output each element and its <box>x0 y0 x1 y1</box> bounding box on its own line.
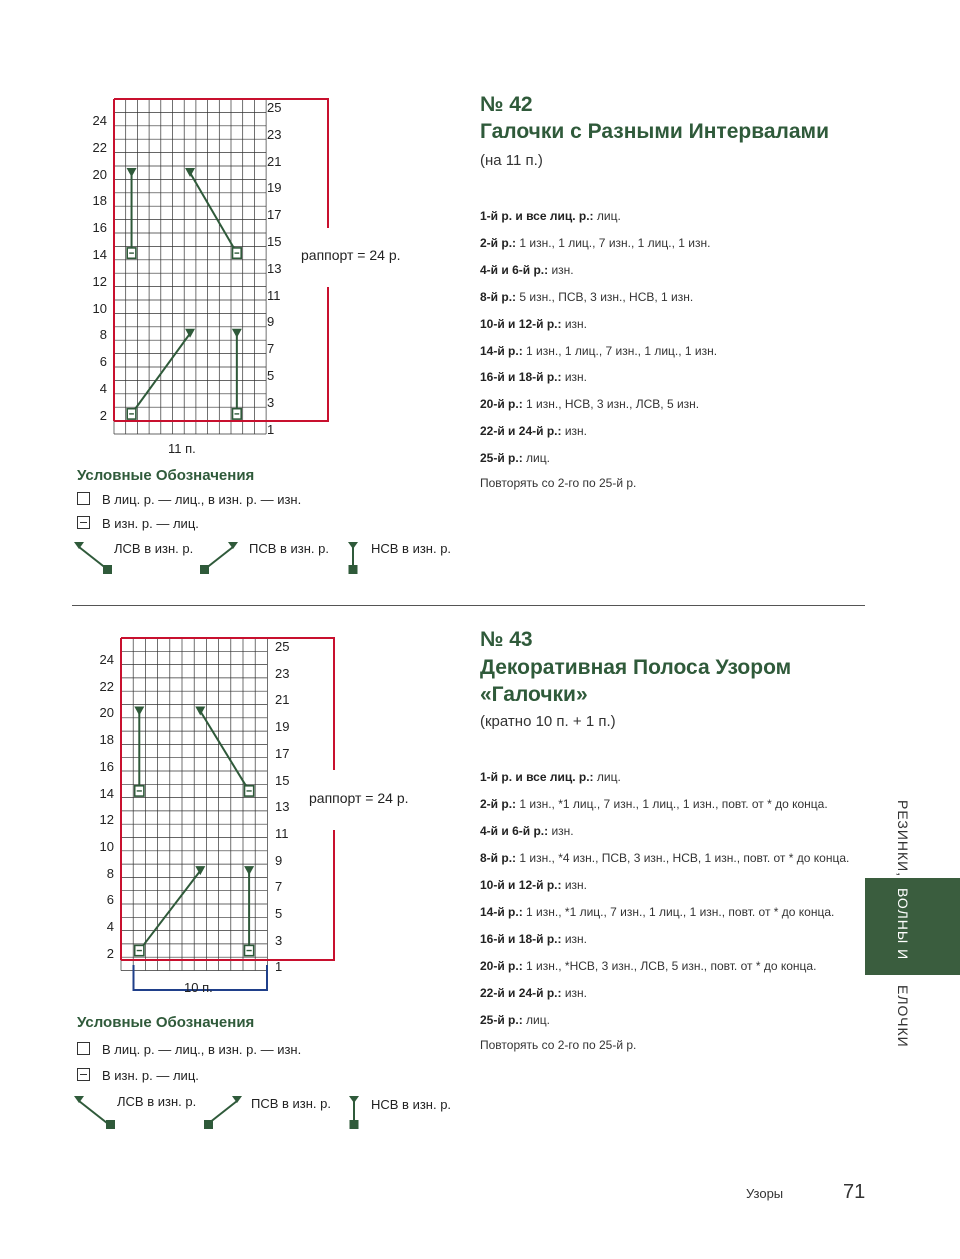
instruction-label: 4-й и 6-й р.: <box>480 824 549 838</box>
instruction-text: изн. <box>561 316 587 331</box>
instruction-row <box>480 316 587 332</box>
instruction-label: 10-й и 12-й р.: <box>480 878 562 892</box>
instruction-text: 1 изн., 1 лиц., 7 изн., 1 лиц., 1 изн. <box>516 235 711 250</box>
rapport-bracket-top <box>114 99 328 228</box>
row-number: 1 <box>267 421 275 437</box>
instruction-label: 8-й р.: <box>480 851 517 865</box>
cable-top-marker <box>195 707 205 716</box>
row-number: 10 <box>92 300 107 316</box>
row-number: 11 <box>275 825 289 841</box>
rapport-bracket-top <box>121 638 334 770</box>
side-tab-text-2: ВОЛНЫ И <box>895 888 911 961</box>
instruction-text: лиц. <box>593 209 621 223</box>
chart-43-rapport-label: раппорт = 24 р. <box>309 790 409 806</box>
instruction-text: 1 изн., НСВ, 3 изн., ЛСВ, 5 изн. <box>522 397 700 412</box>
instruction-row <box>480 769 621 785</box>
row-number: 12 <box>92 273 107 289</box>
row-number: 8 <box>106 865 114 881</box>
pattern-42-subtitle: (на 11 п.) <box>480 152 543 169</box>
instruction-row <box>480 877 587 893</box>
instruction-row <box>480 235 710 251</box>
row-number: 3 <box>267 394 275 410</box>
legend-43-purl: В изн. р. — лиц. <box>77 1068 199 1083</box>
instruction-label: 2-й р.: <box>480 235 517 250</box>
instruction-row <box>480 262 574 278</box>
row-number: 25 <box>267 100 282 115</box>
purl-stitch-mark <box>245 786 254 796</box>
legend-42-nsv: НСВ в изн. р. <box>371 541 452 556</box>
section-divider <box>72 605 865 606</box>
cable-line <box>139 871 200 951</box>
pattern-43-title-line1: Декоративная Полоса Узором <box>480 656 792 679</box>
legend-42-psv: ПСВ в изн. р. <box>249 541 329 556</box>
legend-43-psv: ПСВ в изн. р. <box>251 1096 331 1111</box>
left-slant-icon <box>74 1096 115 1129</box>
instruction-label: 4-й и 6-й р.: <box>480 262 549 277</box>
legend-42-title: Условные Обозначения <box>77 467 255 484</box>
row-number: 22 <box>99 678 114 694</box>
instruction-label: 16-й и 18-й р.: <box>480 932 562 946</box>
empty-square-icon <box>77 492 90 505</box>
instruction-row <box>480 904 834 920</box>
instruction-row <box>480 931 587 947</box>
row-number: 18 <box>99 732 114 748</box>
row-number: 23 <box>267 126 282 142</box>
pattern-42-title: Галочки с Разными Интервалами <box>480 120 829 143</box>
instruction-row <box>480 423 587 439</box>
instruction-label: 1-й р. и все лиц. р.: <box>480 209 594 223</box>
minus-square-icon <box>77 1068 90 1081</box>
rapport-bracket-bottom <box>121 830 334 960</box>
row-number: 13 <box>267 260 282 276</box>
row-number: 10 <box>99 838 114 854</box>
cable-top-marker <box>232 329 242 338</box>
instruction-row <box>480 850 849 866</box>
chart-grid <box>114 99 266 434</box>
chart-42-stitch-count: 11 п. <box>168 441 196 456</box>
instruction-label: 22-й и 24-й р.: <box>480 424 562 439</box>
instruction-row <box>480 396 699 412</box>
instruction-row <box>480 343 717 359</box>
instruction-label: 25-й р.: <box>480 451 523 466</box>
minus-square-icon <box>77 516 90 529</box>
instruction-label: 14-й р.: <box>480 343 523 358</box>
instruction-label: 8-й р.: <box>480 289 517 304</box>
row-number: 9 <box>267 314 275 330</box>
row-number: 18 <box>92 193 107 209</box>
cable-line <box>190 173 237 253</box>
vertical-icon <box>348 542 358 574</box>
instruction-text: 5 изн., ПСВ, 3 изн., НСВ, 1 изн. <box>516 289 694 304</box>
row-number: 2 <box>99 407 107 423</box>
legend-42-lsv: ЛСВ в изн. р. <box>114 541 194 556</box>
instruction-row <box>480 796 828 812</box>
pattern-43-title-line2: «Галочки» <box>480 683 588 706</box>
row-number: 2 <box>106 945 114 961</box>
right-slant-icon <box>204 1096 242 1129</box>
row-number: 14 <box>92 247 107 262</box>
instruction-label: 16-й и 18-й р.: <box>480 370 562 385</box>
row-number: 21 <box>267 153 282 169</box>
instruction-text: 1 изн., *НСВ, 3 изн., ЛСВ, 5 изн., повт. от * до конца. <box>522 959 817 973</box>
pattern-43-number: № 43 <box>480 628 533 651</box>
instruction-text: 1 изн., *1 лиц., 7 изн., 1 лиц., 1 изн., повт. от * до конца. <box>516 797 828 811</box>
instruction-label: 20-й р.: <box>480 397 523 412</box>
row-number: 12 <box>99 812 114 828</box>
pattern-43-subtitle: (кратно 10 п. + 1 п.) <box>480 713 616 730</box>
row-number: 4 <box>99 381 107 396</box>
cable-top-marker <box>185 168 195 177</box>
rapport-bracket-bottom <box>114 287 328 421</box>
row-number: 8 <box>99 327 107 343</box>
pattern-43-repeat-note: Повторять со 2-го по 25-й р. <box>480 1038 637 1052</box>
row-number: 25 <box>275 639 290 654</box>
legend-43-lsv: ЛСВ в изн. р. <box>117 1094 197 1109</box>
cable-top-marker <box>244 866 254 875</box>
side-tab-text-3: ЕЛОЧКИ <box>895 985 911 1048</box>
instruction-text: изн. <box>561 986 587 1000</box>
row-number: 9 <box>275 852 283 868</box>
instruction-text: изн. <box>561 932 587 946</box>
row-number: 17 <box>267 207 282 223</box>
row-number: 19 <box>267 180 282 196</box>
instruction-label: 1-й р. и все лиц. р.: <box>480 770 594 784</box>
legend-42-purl: В изн. р. — лиц. <box>77 516 199 531</box>
chart-43-stitch-count: 10 п. <box>184 980 213 995</box>
instruction-label: 14-й р.: <box>480 905 523 919</box>
empty-square-icon <box>77 1042 90 1055</box>
row-number: 11 <box>267 287 281 303</box>
instruction-label: 22-й и 24-й р.: <box>480 986 562 1000</box>
instruction-text: лиц. <box>522 1013 550 1027</box>
instruction-text: 1 изн., *4 изн., ПСВ, 3 изн., НСВ, 1 изн., повт. от * до конца. <box>516 851 850 865</box>
row-number: 16 <box>99 758 114 774</box>
instruction-text: изн. <box>561 424 587 439</box>
instruction-text: лиц. <box>522 451 550 466</box>
row-number: 14 <box>99 785 114 801</box>
row-number: 23 <box>275 665 290 681</box>
instruction-label: 25-й р.: <box>480 1013 523 1027</box>
cable-top-marker <box>134 707 144 716</box>
instruction-row <box>480 450 550 466</box>
side-tab-text-1: РЕЗИНКИ, <box>895 800 911 878</box>
cable-line <box>200 711 249 791</box>
row-number: 17 <box>275 745 290 761</box>
instruction-label: 10-й и 12-й р.: <box>480 316 562 331</box>
row-number: 5 <box>275 906 283 921</box>
row-number: 3 <box>275 932 283 948</box>
purl-stitch-mark <box>245 945 254 955</box>
instruction-text: лиц. <box>593 770 621 784</box>
instruction-label: 2-й р.: <box>480 797 517 811</box>
legend-43-nsv: НСВ в изн. р. <box>371 1097 452 1112</box>
legend-43-knit: В лиц. р. — лиц., в изн. р. — изн. <box>77 1042 301 1057</box>
purl-stitch-mark <box>135 786 144 796</box>
right-slant-icon <box>200 542 238 574</box>
instruction-row <box>480 1012 550 1028</box>
row-number: 15 <box>267 234 282 249</box>
chart-grid <box>121 638 267 971</box>
instruction-text: изн. <box>561 370 587 385</box>
instruction-text: 1 изн., 1 лиц., 7 изн., 1 лиц., 1 изн. <box>522 343 718 358</box>
pattern-42-repeat-note: Повторять со 2-го по 25-й р. <box>480 476 637 490</box>
cable-top-marker <box>195 866 205 875</box>
instruction-row <box>480 369 587 385</box>
page-number: 71 <box>843 1181 866 1203</box>
instruction-row <box>480 823 574 839</box>
footer-section-label: Узоры <box>746 1186 784 1201</box>
legend-42-knit: В лиц. р. — лиц., в изн. р. — изн. <box>77 492 301 507</box>
row-number: 4 <box>106 919 114 934</box>
chart-42-rapport-label: раппорт = 24 р. <box>301 247 401 263</box>
row-number: 20 <box>99 705 114 721</box>
row-number: 1 <box>275 959 283 975</box>
cable-top-marker <box>185 329 195 338</box>
instruction-text: изн. <box>548 824 574 838</box>
instruction-row <box>480 208 621 224</box>
row-number: 22 <box>92 139 107 155</box>
purl-stitch-mark <box>135 945 144 955</box>
row-number: 7 <box>267 341 275 357</box>
row-number: 16 <box>92 220 107 236</box>
left-slant-icon <box>74 542 112 574</box>
row-number: 21 <box>275 692 290 708</box>
row-number: 19 <box>275 719 290 735</box>
section-side-tab <box>865 878 960 975</box>
vertical-icon <box>349 1096 359 1129</box>
row-number: 20 <box>92 166 107 182</box>
instruction-text: изн. <box>561 878 587 892</box>
instruction-row <box>480 289 693 305</box>
row-number: 5 <box>267 368 275 383</box>
instruction-row <box>480 958 816 974</box>
row-number: 15 <box>275 772 290 788</box>
instruction-text: изн. <box>548 262 574 277</box>
instruction-row <box>480 985 587 1001</box>
instruction-text: 1 изн., *1 лиц., 7 изн., 1 лиц., 1 изн., повт. от * до конца. <box>522 905 835 919</box>
row-number: 24 <box>99 652 114 667</box>
pattern-42-number: № 42 <box>480 93 533 116</box>
cable-top-marker <box>127 168 137 177</box>
row-number: 6 <box>106 892 114 908</box>
row-number: 13 <box>275 799 290 815</box>
row-number: 24 <box>92 113 107 128</box>
row-number: 6 <box>99 354 107 370</box>
row-number: 7 <box>275 879 283 895</box>
instruction-label: 20-й р.: <box>480 959 523 973</box>
legend-43-title: Условные Обозначения <box>77 1014 255 1031</box>
